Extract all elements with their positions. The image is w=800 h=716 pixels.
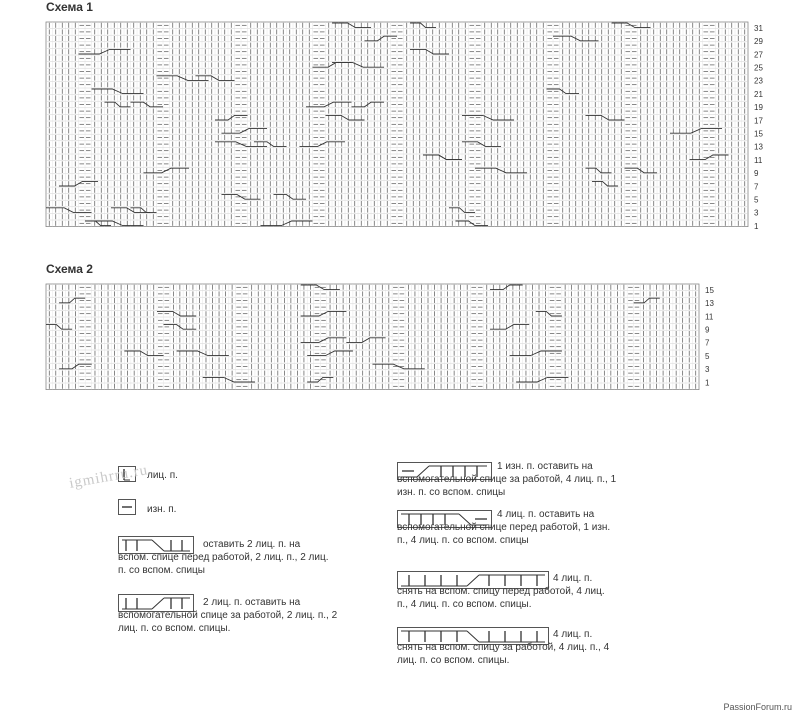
row-number: 25: [754, 63, 763, 73]
row-number: 11: [754, 155, 763, 165]
legend-cross-4k-1p-front-label: 4 лиц. п. оставить на вспомогательной спице перед работой, 1 изн. п., 4 лиц. п. со вспом. спицы: [397, 509, 611, 546]
row-number: 15: [705, 285, 714, 295]
row-number: 3: [754, 208, 759, 218]
chart-2-grid: [46, 284, 714, 390]
legend-knit-label: лиц. п.: [147, 470, 178, 481]
row-number: 1: [754, 221, 759, 231]
row-number: 17: [754, 116, 763, 126]
legend-cable-2x2-back-label: 2 лиц. п. оставить на вспомогательной спице за работой, 2 лиц. п., 2 лиц. п. со вспом. спицы.: [118, 597, 338, 634]
chart-1-grid: [46, 22, 763, 231]
row-number: 7: [705, 338, 710, 348]
row-number: 13: [754, 142, 763, 152]
row-number: 9: [705, 325, 710, 335]
row-number: 19: [754, 103, 763, 113]
row-number: 9: [754, 169, 759, 179]
row-number: 15: [754, 129, 763, 139]
row-number: 7: [754, 182, 759, 192]
legend-cable-4x4-back-label: 4 лиц. п. снять на вспом. спицу за работой, 4 лиц. п., 4 лиц. п. со вспом. спицы.: [397, 629, 610, 666]
row-number: 3: [705, 365, 710, 375]
site-label: PassionForum.ru: [723, 702, 792, 712]
row-number: 1: [705, 378, 710, 388]
legend-cable-4x4-front-label: 4 лиц. п. снять на вспом. спицу перед работой, 4 лиц. п., 4 лиц. п. со вспом. спицы.: [397, 573, 605, 610]
row-number: 29: [754, 37, 763, 47]
row-number: 27: [754, 50, 763, 60]
row-number: 31: [754, 23, 763, 33]
purl-symbol: [118, 499, 136, 520]
row-number: 13: [705, 299, 714, 309]
row-number: 23: [754, 76, 763, 86]
row-number: 5: [754, 195, 759, 205]
row-number: 11: [705, 312, 714, 322]
legend-purl-label: изн. п.: [147, 504, 177, 515]
scheme-1-title: Схема 1: [46, 0, 93, 14]
watermark: igmihrru.ru: [68, 462, 150, 492]
legend-cable-2x2-front-label: оставить 2 лиц. п. на вспом. спице перед работой, 2 лиц. п., 2 лиц. п. со вспом. спицы: [118, 539, 329, 576]
legend-cross-1p-4k-back-label: 1 изн. п. оставить на вспомогательной спице за работой, 4 лиц. п., 1 изн. п. со вспом. спицы: [397, 461, 617, 498]
row-number: 5: [705, 351, 710, 361]
scheme-2-title: Схема 2: [46, 262, 93, 276]
row-number: 21: [754, 89, 763, 99]
